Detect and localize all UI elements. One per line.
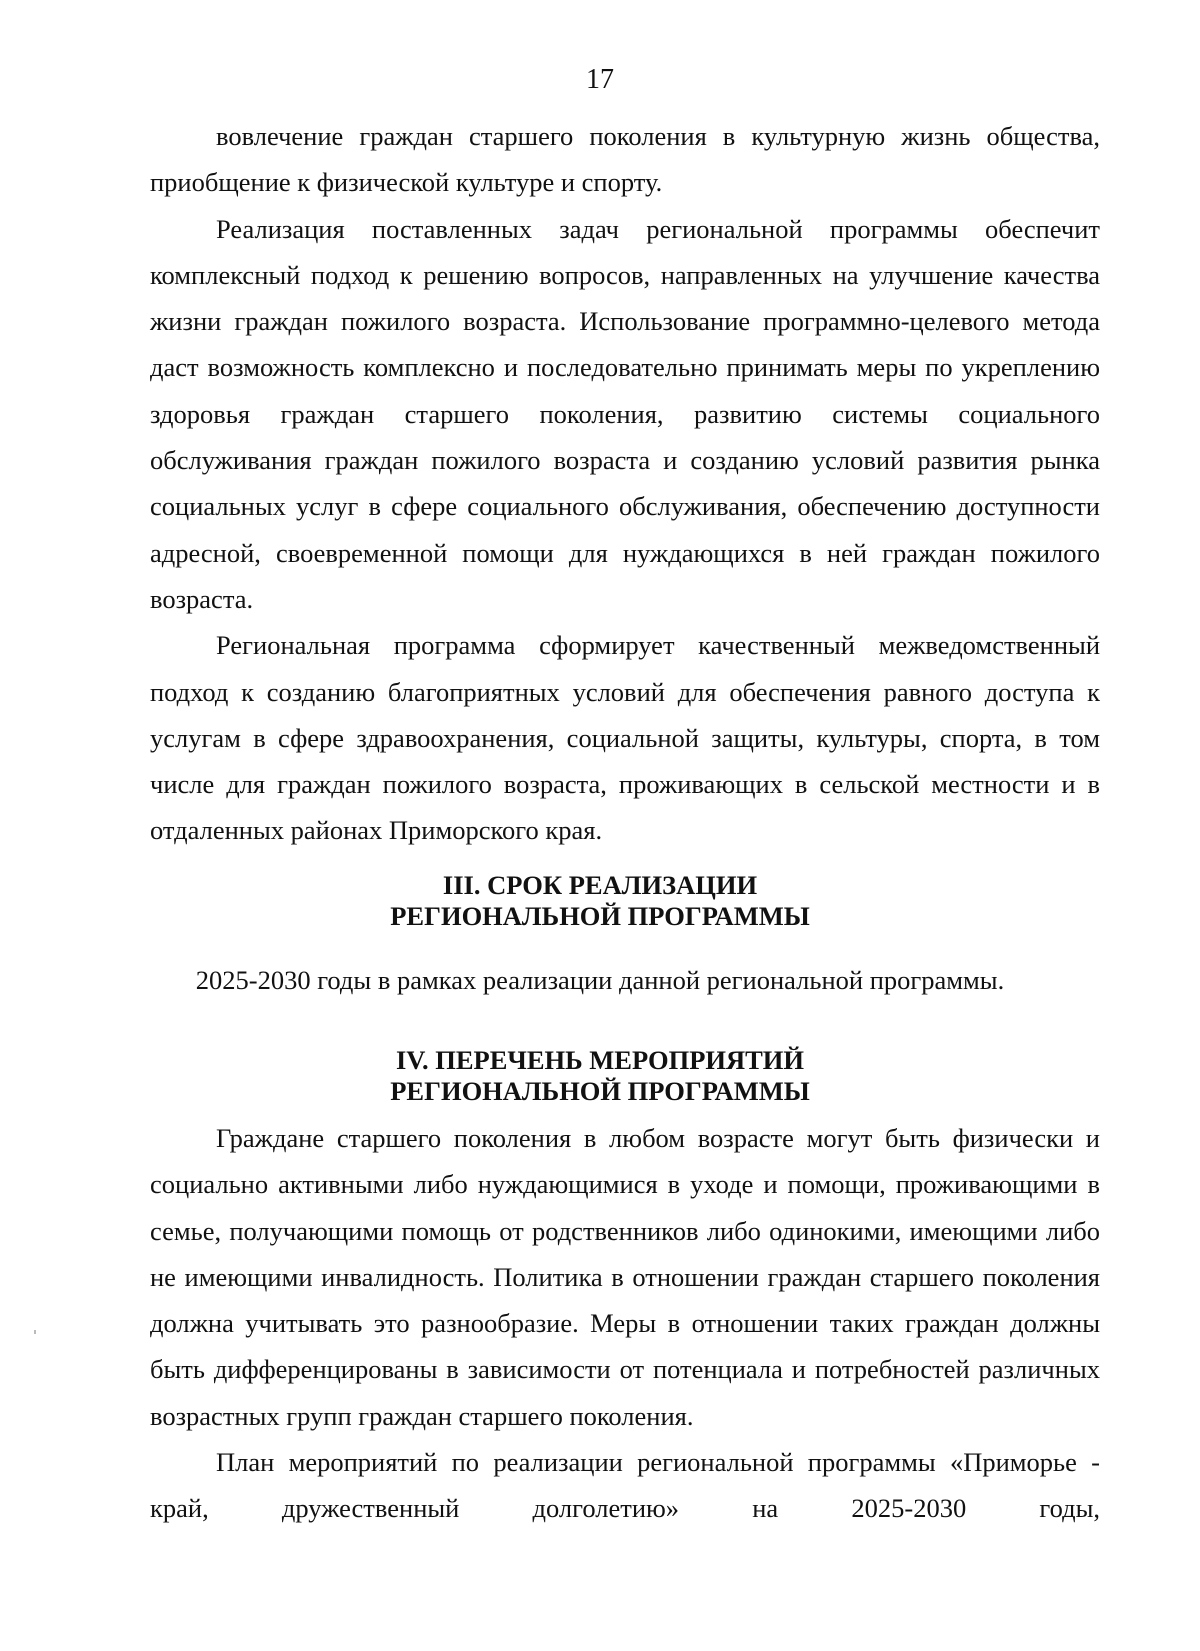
page-number: 17 <box>586 64 614 95</box>
section-4-heading <box>0 1045 1200 1107</box>
section-3-heading <box>0 870 1200 932</box>
scan-speck <box>34 1330 36 1334</box>
section-3-heading-line-2: РЕГИОНАЛЬНОЙ ПРОГРАММЫ <box>390 901 810 931</box>
section-4-paragraph-1: Граждане старшего поколения в любом возрасте могут быть физически и социально активными либо нуждающимися в уходе и помощи, проживающими в семье, получающими помощь от родственников либо одинокими, имеющими либо не имеющими инвалидность. Политика в отношении граждан старшего поколения должна учитывать это разнообразие. Меры в отношении таких граждан должны быть дифференцированы в зависимости от потенциала и потребностей различных возрастных групп граждан старшего поколения. <box>150 1123 1100 1431</box>
intro-paragraph-3: Региональная программа сформирует качественный межведомственный подход к созданию благоприятных условий для обеспечения равного доступа к услугам в сфере здравоохранения, социальной защиты, культуры, спорта, в том числе для граждан пожилого возраста, проживающих в сельской местности и в отдаленных районах Приморского края. <box>150 630 1100 846</box>
intro-paragraph-1: вовлечение граждан старшего поколения в культурную жизнь общества, приобщение к физической культуре и спорту. <box>150 121 1100 198</box>
section-4-heading-line-2: РЕГИОНАЛЬНОЙ ПРОГРАММЫ <box>390 1076 810 1106</box>
intro-section <box>150 113 1100 854</box>
section-3-heading-line-1: III. СРОК РЕАЛИЗАЦИИ <box>442 870 758 900</box>
section-3-text: 2025-2030 годы в рамках реализации данной региональной программы. <box>195 965 1005 995</box>
section-4-paragraph-2: План мероприятий по реализации региональной программы «Приморье - край, дружественный долголетию» на 2025-2030 годы, <box>150 1447 1100 1524</box>
intro-paragraph-2: Реализация поставленных задач региональной программы обеспечит комплексный подход к решению вопросов, направленных на улучшение качества жизни граждан пожилого возраста. Использование программно-целевого метода даст возможность комплексно и последовательно принимать меры по укреплению здоровья граждан старшего поколения, развитию системы социального обслуживания граждан пожилого возраста и созданию условий развития рынка социальных услуг в сфере социального обслуживания, обеспечению доступности адресной, своевременной помощи для нуждающихся в ней граждан пожилого возраста. <box>150 213 1100 614</box>
section-4-body <box>150 1115 1100 1532</box>
section-4-heading-line-1: IV. ПЕРЕЧЕНЬ МЕРОПРИЯТИЙ <box>395 1045 805 1075</box>
